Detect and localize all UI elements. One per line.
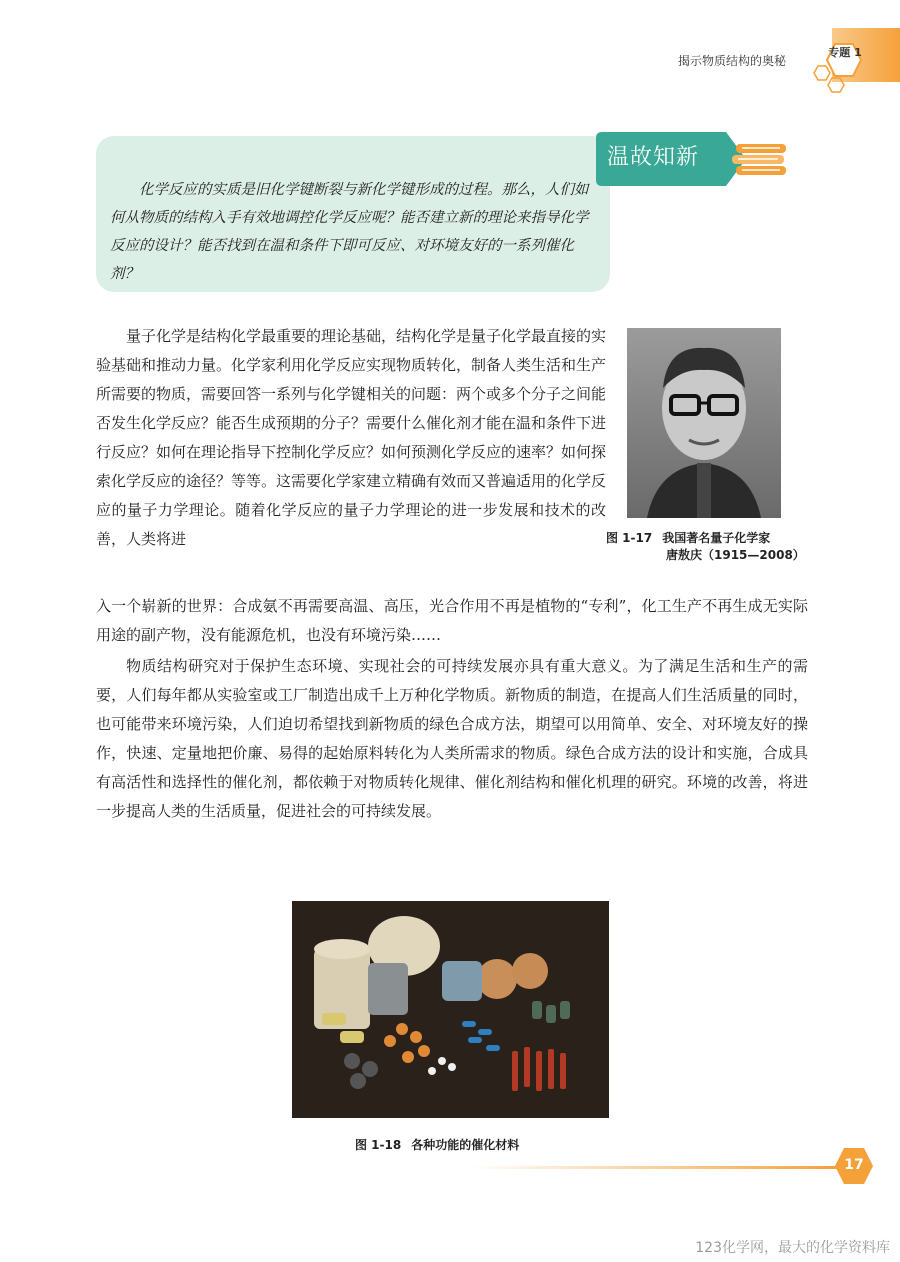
page-number: 17 xyxy=(844,1157,864,1173)
review-tag-label: 温故知新 xyxy=(607,145,700,170)
figure-18-caption xyxy=(355,1136,519,1153)
paragraph-2-text: 物质结构研究对于保护生态环境、实现社会的可持续发展亦具有重大意义。为了满足生活和生产的需要，人们每年都从实验室或工厂制造出成千上万种化学物质。新物质的制造，在提高人们生活质量的同时，也可能带来环境污染，人们迫切希望找到新物质的绿色合成方法，期望可以用简单、安全、对环境友好的操作，快速、定量地把价廉、易得的起始原料转化为人类所需求的物质。绿色合成方法的设计和实施，合成具有高活性和选择性的催化剂，都依赖于对物质转化规律、催化剂结构和催化机理的研究。环境的改善，将进一步提高人类的生活质量，促进社会的可持续发展。 xyxy=(96,657,808,820)
figure-17-caption-line2: 唐敖庆（1915—2008） xyxy=(666,548,805,562)
review-text xyxy=(110,176,596,288)
chapter-title: 揭示物质结构的奥秘 xyxy=(678,54,787,68)
figure-18-caption-text: 各种功能的催化材料 xyxy=(411,1138,520,1152)
paragraph-1-text: 量子化学是结构化学最重要的理论基础，结构化学是量子化学最直接的实验基础和推动力量。化学家利用化学反应实现物质转化，制备人类生活和生产所需要的物质，需要回答一系列与化学键相关的问题：两个或多个分子之间能否发生化学反应？能否生成预期的分子？需要什么催化剂才能在温和条件下进行反应？如何在理论指导下控制化学反应？如何预测化学反应的速率？如何探索化学反应的途径？等等。这需要化学家建立精确有效而又普遍适用的化学反应的量子力学理论。随着化学反应的量子力学理论的进一步发展和技术的改善，人类将进 xyxy=(96,327,607,548)
watermark: 123化学网，最大的化学资料库 xyxy=(695,1240,890,1256)
portrait-photo xyxy=(627,328,781,518)
paragraph-1-top xyxy=(96,322,606,554)
figure-17-caption xyxy=(606,530,816,564)
paragraph-1-continued-text: 入一个崭新的世界：合成氨不再需要高温、高压，光合作用不再是植物的“专利”，化工生产不再生成无实际用途的副产物，没有能源危机，也没有环境污染…… xyxy=(96,597,808,644)
chapter-badge: 专题 1 xyxy=(828,46,862,59)
footer-divider xyxy=(470,1166,838,1169)
paragraph-2 xyxy=(96,652,808,826)
books-icon xyxy=(732,144,786,175)
figure-17-number: 图 1-17 xyxy=(606,531,653,545)
figure-17-caption-line1: 我国著名量子化学家 xyxy=(662,531,771,545)
catalyst-materials-photo xyxy=(292,901,609,1118)
figure-18-number: 图 1-18 xyxy=(355,1138,402,1152)
review-paragraph: 化学反应的实质是旧化学键断裂与新化学键形成的过程。那么，人们如何从物质的结构入手有效地调控化学反应呢？能否建立新的理论来指导化学反应的设计？能否找到在温和条件下即可反应、对环境友好的一系列催化剂？ xyxy=(110,182,589,282)
paragraph-1-continued xyxy=(96,592,808,650)
